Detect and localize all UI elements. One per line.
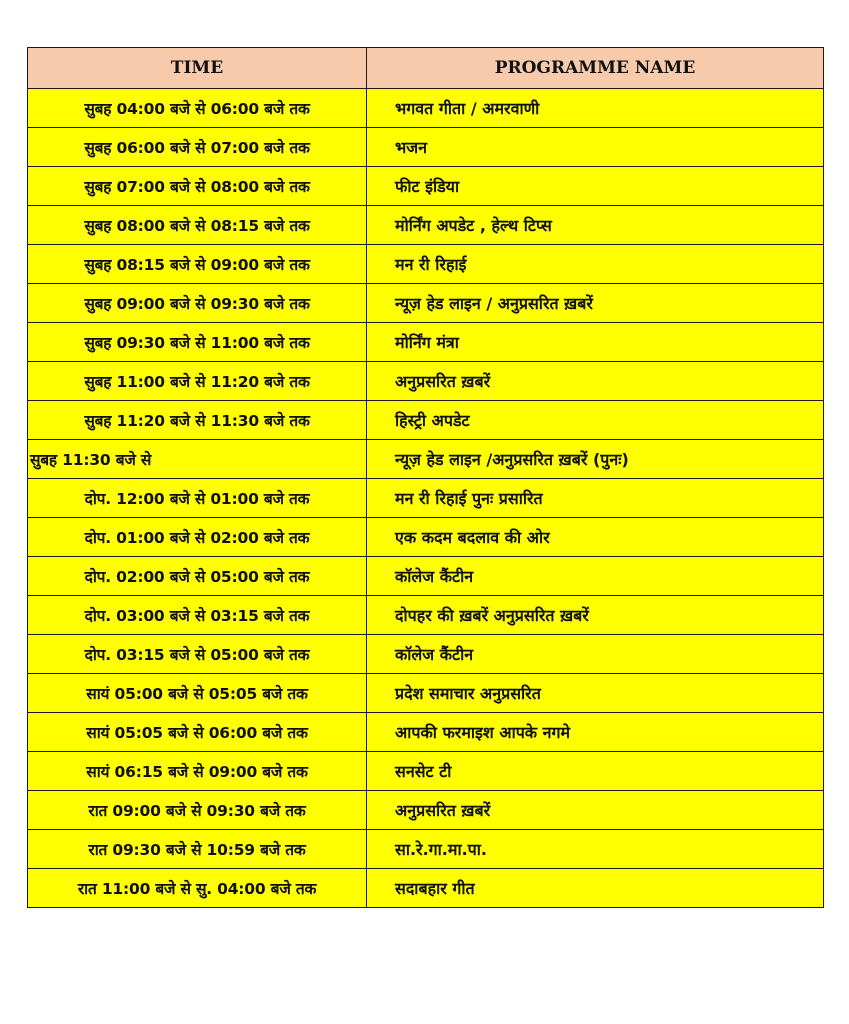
time-cell: रात 09:30 बजे से 10:59 बजे तक — [28, 830, 367, 869]
table-row — [28, 284, 824, 323]
table-row — [28, 245, 824, 284]
programme-column-header: PROGRAMME NAME — [367, 48, 824, 89]
table-row — [28, 791, 824, 830]
table-row — [28, 596, 824, 635]
programme-cell: सदाबहार गीत — [367, 869, 824, 908]
time-cell: सुबह 09:30 बजे से 11:00 बजे तक — [28, 323, 367, 362]
programme-cell: सा.रे.गा.मा.पा. — [367, 830, 824, 869]
header-row — [28, 48, 824, 89]
time-cell: सुबह 09:00 बजे से 09:30 बजे तक — [28, 284, 367, 323]
programme-cell: हिस्ट्री अपडेट — [367, 401, 824, 440]
time-cell: सुबह 07:00 बजे से 08:00 बजे तक — [28, 167, 367, 206]
programme-cell: कॉलेज कैंटीन — [367, 635, 824, 674]
programme-cell: मोर्निंग अपडेट , हेल्थ टिप्स — [367, 206, 824, 245]
table-row — [28, 674, 824, 713]
programme-cell: आपकी फरमाइश आपके नगमे — [367, 713, 824, 752]
table-row — [28, 401, 824, 440]
time-column-header: TIME — [28, 48, 367, 89]
time-cell: सुबह 11:20 बजे से 11:30 बजे तक — [28, 401, 367, 440]
time-cell: दोप. 02:00 बजे से 05:00 बजे तक — [28, 557, 367, 596]
table-row — [28, 518, 824, 557]
table-row — [28, 752, 824, 791]
table-row — [28, 713, 824, 752]
table-row — [28, 830, 824, 869]
programme-cell: एक कदम बदलाव की ओर — [367, 518, 824, 557]
time-cell: सुबह 04:00 बजे से 06:00 बजे तक — [28, 89, 367, 128]
programme-cell: मन री रिहाई पुनः प्रसारित — [367, 479, 824, 518]
time-cell: सुबह 06:00 बजे से 07:00 बजे तक — [28, 128, 367, 167]
programme-cell: भजन — [367, 128, 824, 167]
programme-cell: मन री रिहाई — [367, 245, 824, 284]
table-row — [28, 557, 824, 596]
programme-cell: न्यूज़ हेड लाइन / अनुप्रसरित ख़बरें — [367, 284, 824, 323]
programme-cell: सनसेट टी — [367, 752, 824, 791]
table-row — [28, 89, 824, 128]
programme-cell: भगवत गीता / अमरवाणी — [367, 89, 824, 128]
table-row — [28, 128, 824, 167]
table-row — [28, 440, 824, 479]
table-row — [28, 635, 824, 674]
programme-cell: फीट इंडिया — [367, 167, 824, 206]
schedule-table — [27, 47, 824, 908]
time-cell: सुबह 11:30 बजे से — [28, 440, 367, 479]
time-cell: दोप. 03:15 बजे से 05:00 बजे तक — [28, 635, 367, 674]
programme-cell: अनुप्रसरित ख़बरें — [367, 791, 824, 830]
programme-cell: अनुप्रसरित ख़बरें — [367, 362, 824, 401]
time-cell: सायं 05:00 बजे से 05:05 बजे तक — [28, 674, 367, 713]
programme-cell: मोर्निंग मंत्रा — [367, 323, 824, 362]
table-header — [28, 48, 824, 89]
programme-cell: प्रदेश समाचार अनुप्रसरित — [367, 674, 824, 713]
time-cell: सुबह 11:00 बजे से 11:20 बजे तक — [28, 362, 367, 401]
table-row — [28, 167, 824, 206]
time-cell: सायं 05:05 बजे से 06:00 बजे तक — [28, 713, 367, 752]
table-row — [28, 206, 824, 245]
table-row — [28, 479, 824, 518]
time-cell: सुबह 08:00 बजे से 08:15 बजे तक — [28, 206, 367, 245]
table-body — [28, 89, 824, 908]
table-row — [28, 323, 824, 362]
programme-cell: कॉलेज कैंटीन — [367, 557, 824, 596]
programme-cell: न्यूज़ हेड लाइन /अनुप्रसरित ख़बरें (पुनः) — [367, 440, 824, 479]
table-row — [28, 362, 824, 401]
table-row — [28, 869, 824, 908]
time-cell: रात 09:00 बजे से 09:30 बजे तक — [28, 791, 367, 830]
time-cell: दोप. 01:00 बजे से 02:00 बजे तक — [28, 518, 367, 557]
time-cell: दोप. 12:00 बजे से 01:00 बजे तक — [28, 479, 367, 518]
time-cell: सुबह 08:15 बजे से 09:00 बजे तक — [28, 245, 367, 284]
programme-cell: दोपहर की ख़बरें अनुप्रसरित ख़बरें — [367, 596, 824, 635]
time-cell: दोप. 03:00 बजे से 03:15 बजे तक — [28, 596, 367, 635]
time-cell: सायं 06:15 बजे से 09:00 बजे तक — [28, 752, 367, 791]
time-cell: रात 11:00 बजे से सु. 04:00 बजे तक — [28, 869, 367, 908]
